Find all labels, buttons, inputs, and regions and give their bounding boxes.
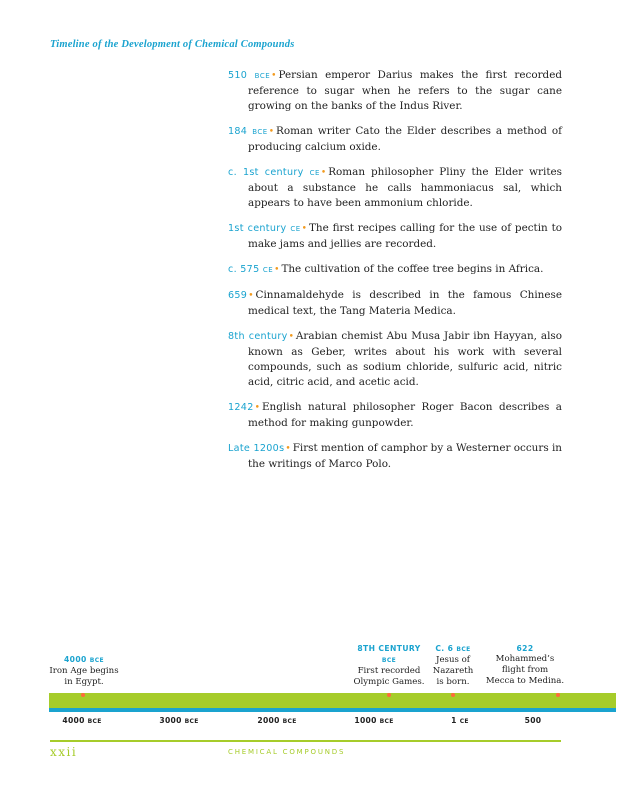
entry-date: 8th century bbox=[228, 331, 288, 342]
event-label: is born. bbox=[436, 677, 470, 687]
axis-era: CE bbox=[459, 718, 469, 725]
axis-value: 1000 bbox=[354, 716, 377, 725]
event-label: First recorded bbox=[357, 666, 421, 676]
event-label: Olympic Games. bbox=[353, 677, 425, 687]
timeline-entry bbox=[228, 288, 562, 319]
axis-era: BCE bbox=[87, 718, 102, 725]
bullet-icon: • bbox=[301, 224, 307, 234]
running-head: Timeline of the Development of Chemical Compounds bbox=[50, 39, 295, 50]
entry-text: The cultivation of the coffee tree begins in Africa. bbox=[281, 263, 544, 275]
page-number: xxii bbox=[50, 745, 78, 759]
timeline-event bbox=[425, 643, 481, 688]
axis-value: 500 bbox=[524, 716, 542, 725]
bullet-icon: • bbox=[274, 265, 280, 275]
entry-date: 184 bbox=[228, 126, 248, 137]
event-label: Nazareth bbox=[432, 666, 474, 676]
axis-era: BCE bbox=[184, 718, 199, 725]
bullet-icon: • bbox=[271, 71, 277, 81]
axis-label bbox=[52, 716, 112, 725]
event-date: C. 6 bbox=[435, 644, 454, 653]
bullet-icon: • bbox=[248, 291, 254, 301]
axis-label bbox=[247, 716, 307, 725]
entry-text: Cinnamaldehyde is described in the famous Chinese medical text, the Tang Materia Medica. bbox=[248, 289, 562, 317]
timeline-entry bbox=[228, 124, 562, 155]
bullet-icon: • bbox=[288, 332, 294, 342]
timeline-entry bbox=[228, 329, 562, 390]
axis-label bbox=[149, 716, 209, 725]
timeline-band bbox=[49, 693, 616, 708]
event-label: flight from bbox=[501, 665, 549, 675]
event-marker-icon bbox=[387, 693, 391, 697]
axis-era: BCE bbox=[379, 718, 394, 725]
footer-book-title: CHEMICAL COMPOUNDS bbox=[228, 748, 346, 756]
timeline-event bbox=[480, 643, 570, 687]
entry-era: BCE bbox=[254, 72, 271, 80]
timeline-entries bbox=[228, 68, 562, 482]
entry-text: Roman writer Cato the Elder describes a method of producing calcium oxide. bbox=[248, 125, 562, 153]
event-label: Jesus of bbox=[436, 655, 470, 665]
entry-date: c. 575 bbox=[228, 264, 260, 275]
timeline-entry bbox=[228, 68, 562, 114]
entry-date: 1242 bbox=[228, 402, 254, 413]
entry-text: Roman philosopher Pliny the Elder writes about a substance he calls hammoniacus sal, which appears to have been ammonium chloride. bbox=[248, 166, 562, 209]
event-marker-icon bbox=[451, 693, 455, 697]
event-marker-icon bbox=[81, 693, 85, 697]
event-date: 622 bbox=[516, 644, 534, 653]
entry-date: Late 1200s bbox=[228, 443, 285, 454]
bullet-icon: • bbox=[254, 403, 260, 413]
timeline-entry bbox=[228, 441, 562, 472]
entry-date: 510 bbox=[228, 70, 248, 81]
entry-era: CE bbox=[309, 169, 320, 177]
timeline-entry bbox=[228, 165, 562, 211]
bullet-icon: • bbox=[268, 127, 275, 137]
axis-label bbox=[344, 716, 404, 725]
axis-value: 1 bbox=[451, 716, 457, 725]
axis-value: 3000 bbox=[159, 716, 182, 725]
event-era: BCE bbox=[89, 657, 105, 664]
entry-era: CE bbox=[262, 266, 274, 274]
event-era: BCE bbox=[456, 646, 471, 653]
event-date: 8TH CENTURY bbox=[357, 644, 421, 653]
entry-text: Arabian chemist Abu Musa Jabir ibn Hayyan, also known as Geber, writes about his work with several compounds, such as sodium chloride, sulfuric acid, nitric acid, citric acid, and acetic acid. bbox=[248, 330, 562, 388]
timeline-entry bbox=[228, 400, 562, 431]
timeline-entry bbox=[228, 262, 562, 278]
axis-label bbox=[438, 716, 482, 725]
axis-era: BCE bbox=[282, 718, 297, 725]
event-label: Mecca to Medina. bbox=[485, 676, 565, 686]
axis-value: 2000 bbox=[257, 716, 280, 725]
entry-text: First mention of camphor by a Westerner occurs in the writings of Marco Polo. bbox=[248, 442, 562, 470]
bullet-icon: • bbox=[320, 168, 327, 178]
footer-rule bbox=[50, 740, 561, 742]
timeline-entry bbox=[228, 221, 562, 252]
entry-era: CE bbox=[290, 225, 301, 233]
entry-text: Persian emperor Darius makes the first recorded reference to sugar when he refers to the sugar cane growing on the banks of the Indus River. bbox=[248, 69, 562, 112]
event-label: in Egypt. bbox=[64, 677, 104, 687]
entry-date: 659 bbox=[228, 290, 248, 301]
timeline-event bbox=[348, 643, 430, 688]
entry-text: English natural philosopher Roger Bacon describes a method for making gunpowder. bbox=[248, 401, 562, 429]
event-label: Mohammed’s bbox=[495, 654, 555, 664]
event-marker-icon bbox=[556, 693, 560, 697]
axis-label bbox=[513, 716, 553, 725]
bullet-icon: • bbox=[285, 444, 291, 454]
timeline-band-stripe bbox=[49, 708, 616, 712]
event-era: BCE bbox=[381, 657, 397, 664]
entry-text: The first recipes calling for the use of pectin to make jams and jellies are recorded. bbox=[248, 222, 562, 250]
event-label: Iron Age begins bbox=[49, 666, 119, 676]
axis-value: 4000 bbox=[62, 716, 85, 725]
entry-era: BCE bbox=[252, 128, 268, 136]
entry-date: 1st century bbox=[228, 223, 287, 234]
timeline-event bbox=[44, 654, 124, 688]
event-date: 4000 bbox=[63, 655, 87, 664]
entry-date: c. 1st century bbox=[228, 167, 304, 178]
